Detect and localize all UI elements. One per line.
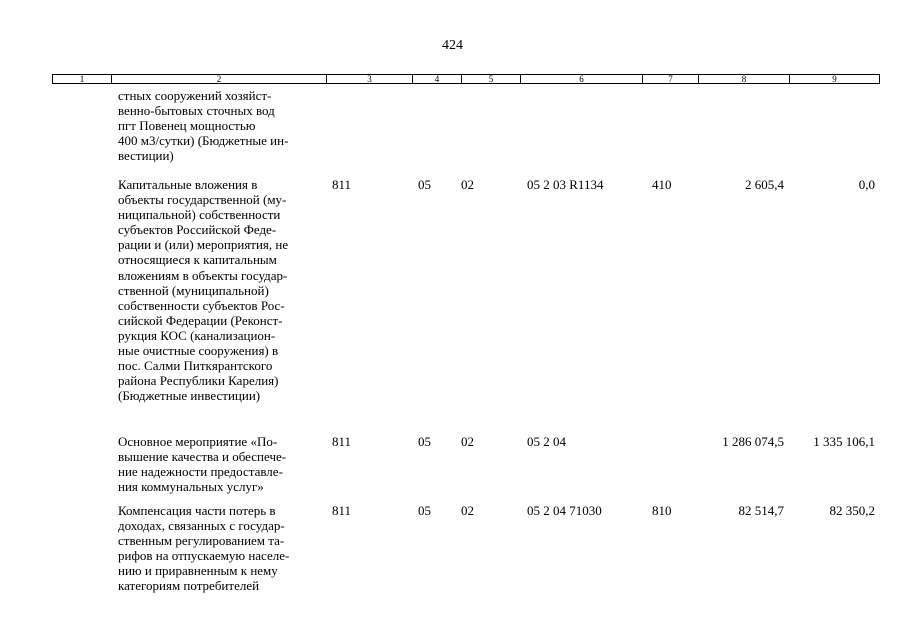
column-header-6: 6 [521,75,643,83]
table-header-row [52,74,880,84]
column-header-7: 7 [643,75,699,83]
description-line: рукция КОС (канализацион- [118,327,276,343]
description-line: относящиеся к капитальным [118,252,277,268]
description-line: ственной (муниципальной) [118,282,269,298]
description-line: субъектов Российской Феде- [118,222,277,238]
description-line: рации и (или) мероприятия, не [118,237,289,253]
row-amount-col8: 2 605,4 [745,177,784,192]
description-line: вышение качества и обеспече- [118,449,287,465]
description-line: стных сооружений хозяйст- [118,88,272,103]
description-line: пос. Салми Питкярантского [118,358,273,374]
description-line: собственности субъектов Рос- [118,297,285,313]
row-admin-code: 811 [332,177,352,192]
description-line: вестиции) [118,148,174,164]
row-amount-col9: 0,0 [858,177,875,192]
description-line: (Бюджетные инвестиции) [118,388,261,404]
row-subsection: 02 [461,434,474,449]
description-line: Компенсация части потерь в [118,503,276,518]
description-line: ственным регулированием та- [118,533,285,549]
description-line: вложениям в объекты государ- [118,267,288,283]
description-line: Капитальные вложения в [118,177,258,192]
row-subsection: 02 [461,503,474,518]
description-line: объекты государственной (му- [118,192,287,208]
description-line: 400 м3/сутки) (Бюджетные ин- [118,133,289,149]
row-description [118,177,328,403]
row-amount-col9: 82 350,2 [829,503,875,518]
description-line: пгт Повенец мощностью [118,118,256,134]
row-description [118,503,328,594]
description-line: ниципальной) собственности [118,207,281,223]
row-admin-code: 811 [332,434,352,449]
description-line: доходах, связанных с государ- [118,518,285,534]
row-amount-col8: 82 514,7 [738,503,784,518]
description-line: ние надежности предоставле- [118,464,283,480]
description-line: венно-бытовых сточных вод [118,103,275,119]
column-header-1: 1 [53,75,112,83]
description-line: ния коммунальных услуг» [118,479,264,495]
row-section: 05 [418,434,431,449]
row-expense-type: 410 [652,177,672,192]
row-amount-col9: 1 335 106,1 [813,434,875,449]
row-expense-type: 810 [652,503,672,518]
row-target-article: 05 2 04 71030 [527,503,602,518]
page-number: 424 [442,38,463,53]
row-section: 05 [418,177,431,192]
column-header-8: 8 [699,75,790,83]
column-header-4: 4 [413,75,462,83]
row-amount-col8: 1 286 074,5 [722,434,784,449]
description-line: рифов на отпускаемую населе- [118,548,290,564]
column-header-5: 5 [462,75,521,83]
row-description [118,88,328,163]
description-line: сийской Федерации (Реконст- [118,312,283,328]
column-header-9: 9 [832,74,837,84]
row-admin-code: 811 [332,503,352,518]
description-line: нию и приравненным к нему [118,563,278,579]
description-line: Основное мероприятие «По- [118,434,278,449]
row-subsection: 02 [461,177,474,192]
row-description [118,434,328,494]
column-header-2: 2 [112,75,327,83]
row-target-article: 05 2 04 [527,434,566,449]
column-header-3: 3 [327,75,413,83]
row-section: 05 [418,503,431,518]
description-line: категориям потребителей [118,578,260,594]
row-target-article: 05 2 03 R1134 [527,177,604,192]
description-line: района Республики Карелия) [118,373,279,389]
description-line: ные очистные сооружения) в [118,343,279,359]
